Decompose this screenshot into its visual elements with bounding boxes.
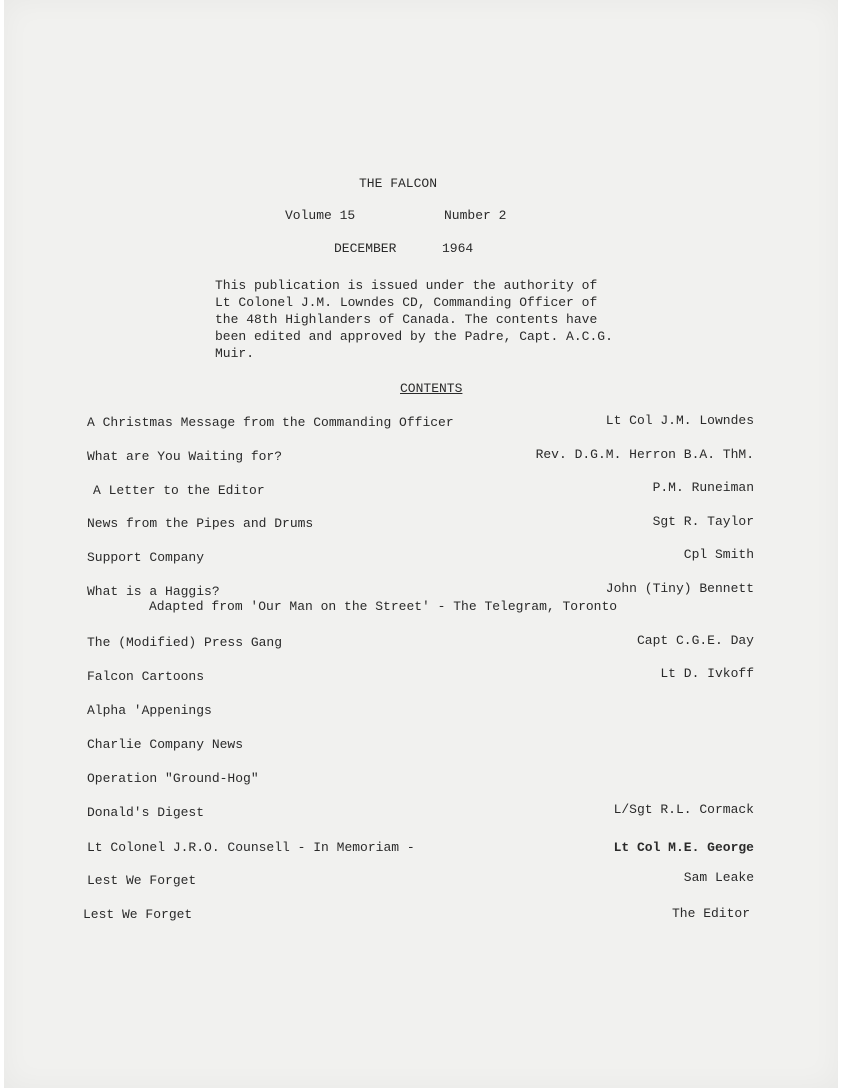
intro-line: This publication is issued under the authority of bbox=[215, 278, 598, 293]
toc-title: Charlie Company News bbox=[87, 737, 244, 752]
document-page bbox=[4, 0, 838, 1088]
toc-title: News from the Pipes and Drums bbox=[87, 516, 314, 531]
toc-title: Falcon Cartoons bbox=[87, 669, 205, 684]
volume-label: Volume 15 bbox=[285, 208, 356, 223]
contents-heading: CONTENTS bbox=[400, 381, 463, 396]
authority-statement bbox=[215, 277, 675, 362]
toc-subtitle: Adapted from 'Our Man on the Street' - The Telegram, Toronto bbox=[149, 599, 618, 614]
toc-author: L/Sgt R.L. Cormack bbox=[613, 802, 754, 817]
toc-author: John (Tiny) Bennett bbox=[605, 581, 754, 596]
number-label: Number 2 bbox=[444, 208, 507, 223]
toc-author: Cpl Smith bbox=[683, 547, 754, 562]
intro-line: Lt Colonel J.M. Lowndes CD, Commanding Officer of bbox=[215, 295, 598, 310]
toc-title: Support Company bbox=[87, 550, 205, 565]
toc-author: Sgt R. Taylor bbox=[652, 514, 754, 529]
toc-title: A Letter to the Editor bbox=[93, 483, 265, 498]
toc-title: Alpha 'Appenings bbox=[87, 703, 212, 718]
toc-author: Lt D. Ivkoff bbox=[660, 666, 754, 681]
toc-title: Lt Colonel J.R.O. Counsell - In Memoriam - bbox=[87, 840, 415, 855]
toc-title: What is a Haggis? bbox=[87, 584, 220, 599]
publication-title: THE FALCON bbox=[359, 176, 438, 191]
toc-author: P.M. Runeiman bbox=[652, 480, 754, 495]
toc-title: Lest We Forget bbox=[87, 873, 197, 888]
toc-title: What are You Waiting for? bbox=[87, 449, 283, 464]
intro-line: the 48th Highlanders of Canada. The contents have bbox=[215, 312, 598, 327]
toc-author: Lt Col J.M. Lowndes bbox=[605, 413, 754, 428]
toc-title: Donald's Digest bbox=[87, 805, 205, 820]
toc-author: The Editor bbox=[671, 906, 750, 921]
toc-title: The (Modified) Press Gang bbox=[87, 635, 283, 650]
toc-author: Capt C.G.E. Day bbox=[636, 633, 754, 648]
intro-line: been edited and approved by the Padre, Capt. A.C.G. bbox=[215, 329, 613, 344]
toc-title: Lest We Forget bbox=[83, 907, 193, 922]
toc-title: A Christmas Message from the Commanding Officer bbox=[87, 415, 454, 430]
issue-year: 1964 bbox=[442, 241, 474, 256]
issue-month: DECEMBER bbox=[334, 241, 397, 256]
toc-title: Operation "Ground-Hog" bbox=[87, 771, 259, 786]
toc-author: Lt Col M.E. George bbox=[613, 840, 754, 855]
intro-line: Muir. bbox=[215, 346, 255, 361]
toc-author: Sam Leake bbox=[683, 870, 754, 885]
toc-author: Rev. D.G.M. Herron B.A. ThM. bbox=[535, 447, 754, 462]
